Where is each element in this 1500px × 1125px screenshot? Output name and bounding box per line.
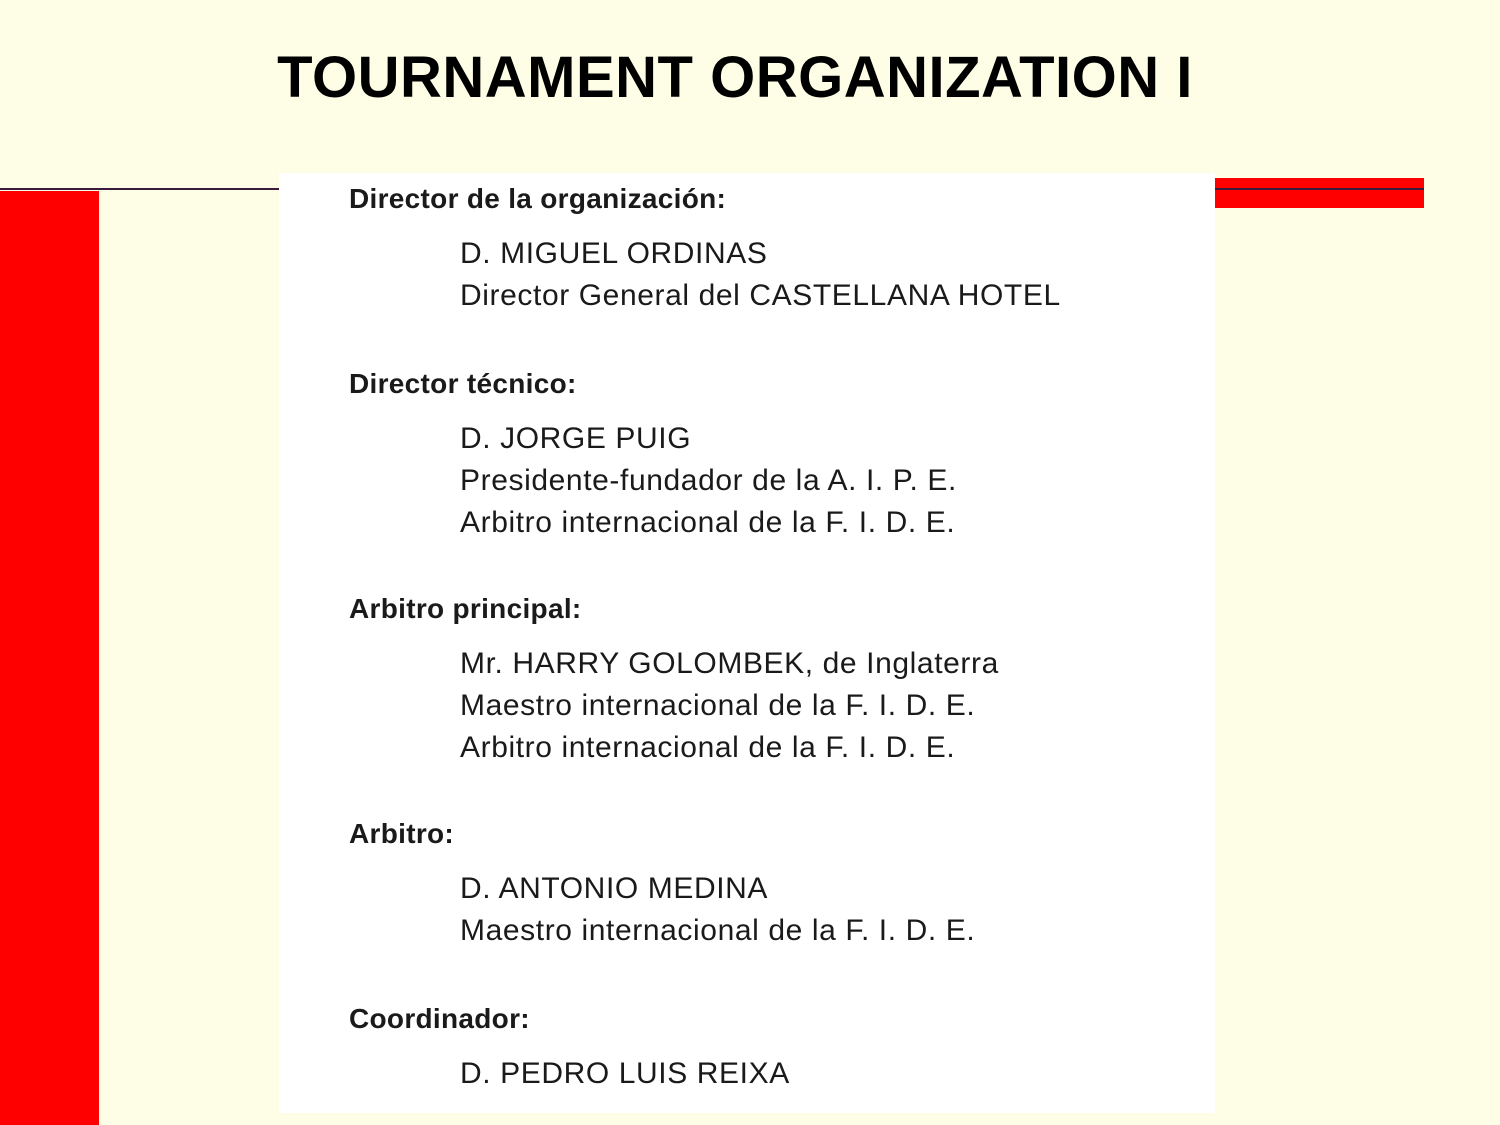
section-heading: Director de la organización:	[349, 183, 727, 214]
section-heading: Coordinador:	[349, 1003, 530, 1034]
section-entries	[460, 868, 975, 952]
entry-line: Arbitro internacional de la F. I. D. E.	[460, 506, 956, 539]
section-heading: Arbitro principal:	[349, 593, 582, 624]
header-rule-left	[0, 188, 280, 190]
section-entries	[460, 233, 1061, 317]
section-director-tecnico	[349, 368, 957, 544]
section-director-organizacion	[349, 183, 1061, 317]
scanned-document	[279, 173, 1215, 1113]
section-heading: Arbitro:	[349, 818, 455, 849]
entry-line: D. PEDRO LUIS REIXA	[460, 1057, 790, 1090]
section-entries	[460, 643, 999, 769]
entry-line: Presidente-fundador de la A. I. P. E.	[460, 464, 957, 497]
entry-line: D. ANTONIO MEDINA	[460, 872, 769, 905]
left-accent-bar	[0, 191, 99, 1125]
section-heading: Director técnico:	[349, 368, 577, 399]
section-arbitro	[349, 818, 975, 952]
entry-line: Maestro internacional de la F. I. D. E.	[460, 914, 976, 947]
entry-line: Maestro internacional de la F. I. D. E.	[460, 689, 976, 722]
entry-line: Arbitro internacional de la F. I. D. E.	[460, 731, 956, 764]
entry-line: Director General del CASTELLANA HOTEL	[460, 279, 1061, 312]
entry-line: D. MIGUEL ORDINAS	[460, 237, 768, 270]
header-accent-right	[1215, 178, 1424, 208]
section-entries	[460, 418, 957, 544]
section-arbitro-principal	[349, 593, 999, 769]
entry-line: D. JORGE PUIG	[460, 422, 692, 455]
section-entries	[460, 1053, 790, 1095]
section-coordinador	[349, 1003, 790, 1095]
entry-line: Mr. HARRY GOLOMBEK, de Inglaterra	[460, 647, 999, 680]
header-rule-right	[1215, 188, 1424, 190]
slide-title: TOURNAMENT ORGANIZATION I	[277, 45, 1193, 110]
